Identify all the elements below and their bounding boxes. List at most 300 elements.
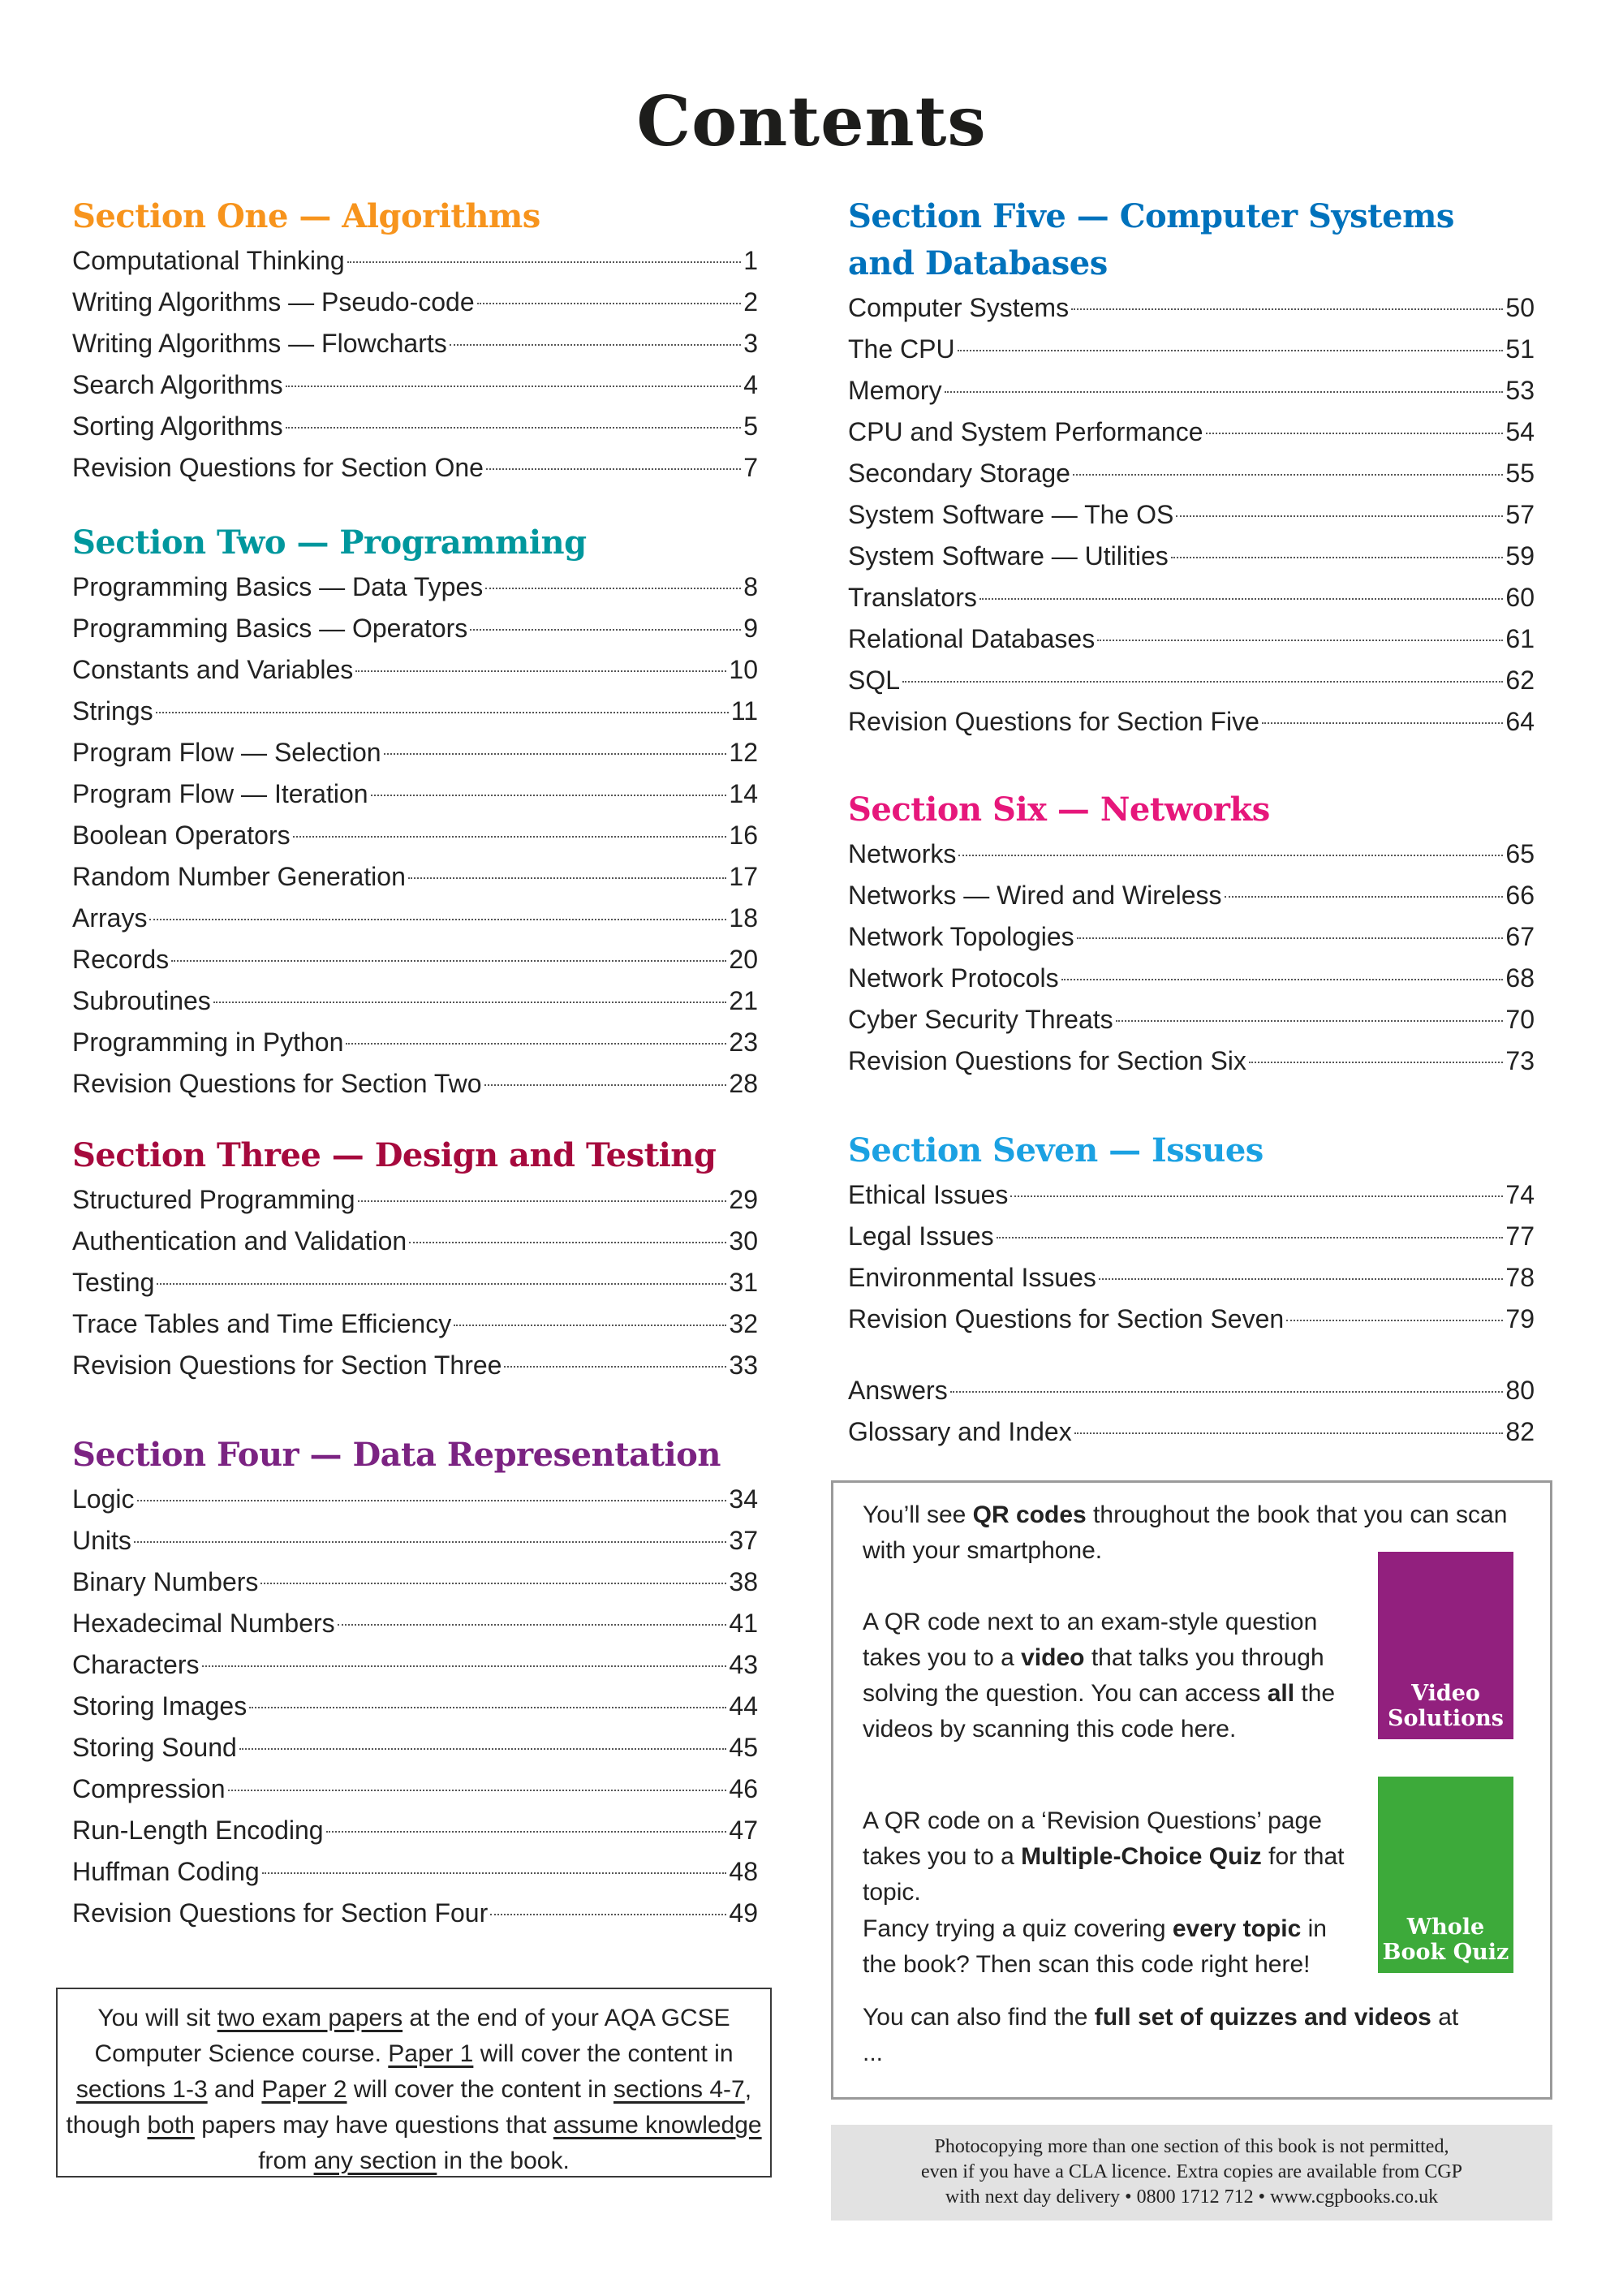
toc-entry[interactable] (72, 364, 758, 406)
toc-entry-page: 73 (1505, 1046, 1535, 1075)
section-heading: Section Seven — Issues (848, 1131, 1264, 1170)
toc-entry-title: Ethical Issues (848, 1180, 1009, 1209)
underlined-text: assume knowledge (553, 2112, 762, 2139)
toc-entry-title: Program Flow — Iteration (72, 779, 368, 808)
toc-entry-page: 67 (1505, 922, 1535, 951)
toc-list (848, 1370, 1535, 1453)
toc-entry-title: Run-Length Encoding (72, 1816, 324, 1845)
toc-entry-page: 51 (1505, 334, 1535, 364)
text-run: You will sit (97, 2005, 217, 2031)
toc-entry-page: 57 (1505, 500, 1535, 529)
toc-entry-page: 43 (729, 1650, 758, 1679)
video-tile-line2: Solutions (1388, 1706, 1504, 1731)
toc-entry-page: 50 (1505, 293, 1535, 322)
toc-entry-page: 82 (1505, 1417, 1535, 1446)
dot-leader (1225, 896, 1504, 898)
dot-leader (1061, 979, 1504, 980)
dot-leader (470, 629, 741, 631)
toc-entry-title: Arrays (72, 903, 148, 933)
toc-entry[interactable] (848, 329, 1535, 370)
toc-list (72, 1179, 758, 1386)
dot-leader (454, 1325, 726, 1326)
toc-entry[interactable] (72, 1221, 758, 1262)
toc-entry-page: 78 (1505, 1263, 1535, 1292)
text-run: that talks you through solving the question. You can access (863, 1644, 1324, 1707)
toc-entry-title: Compression (72, 1774, 226, 1803)
dot-leader (346, 1043, 726, 1045)
toc-entry-title: Programming in Python (72, 1027, 344, 1057)
qr-quiz-text-2 (863, 1911, 1366, 1983)
text-run: A QR code on a ‘Revision Questions’ page takes you to a (863, 1807, 1322, 1870)
bold-text: video (1021, 1644, 1085, 1671)
dot-leader (1176, 515, 1503, 517)
toc-entry-title: Logic (72, 1484, 135, 1514)
toc-entry-title: Structured Programming (72, 1185, 355, 1214)
dot-leader (213, 1002, 727, 1003)
toc-entry[interactable] (72, 939, 758, 980)
dot-leader (1249, 1062, 1504, 1063)
toc-entry-title: Random Number Generation (72, 862, 406, 891)
dot-leader (1171, 557, 1504, 558)
text-run: for that topic. (863, 1843, 1345, 1906)
toc-entry[interactable] (848, 287, 1535, 329)
toc-entry-title: Program Flow — Selection (72, 738, 381, 767)
toc-entry-title: Testing (72, 1268, 155, 1297)
toc-entry-page: 66 (1505, 881, 1535, 910)
toc-entry[interactable] (72, 608, 758, 649)
text-run: Fancy trying a quiz covering (863, 1915, 1173, 1942)
toc-entry[interactable] (848, 999, 1535, 1040)
toc-entry[interactable] (72, 732, 758, 773)
section-heading: Section Three — Design and Testing (72, 1136, 717, 1174)
footer-line-3: with next day delivery • 0800 1712 712 • www.cgpbooks.co.uk (945, 2186, 1439, 2208)
toc-entry-title: Binary Numbers (72, 1567, 259, 1596)
toc-entry-title: Environmental Issues (848, 1263, 1096, 1292)
toc-entry-page: 14 (729, 779, 758, 808)
toc-entry[interactable] (72, 1345, 758, 1386)
toc-entry[interactable] (848, 1370, 1535, 1411)
underlined-text: Paper 1 (388, 2040, 474, 2067)
toc-entry-page: 74 (1505, 1180, 1535, 1209)
toc-entry-title: System Software — The OS (848, 500, 1174, 529)
bold-text: QR codes (972, 1501, 1087, 1528)
toc-list (72, 1479, 758, 1934)
dot-leader (1010, 1195, 1503, 1197)
toc-entry-page: 12 (729, 738, 758, 767)
toc-entry[interactable] (848, 577, 1535, 618)
toc-entry-title: Characters (72, 1650, 200, 1679)
toc-entry-title: Authentication and Validation (72, 1226, 407, 1256)
toc-entry-page: 60 (1505, 583, 1535, 612)
dot-leader (1071, 308, 1503, 310)
toc-list (72, 240, 758, 489)
toc-entry-title: Writing Algorithms — Flowcharts (72, 329, 447, 358)
dot-leader (958, 855, 1503, 856)
dot-leader (1074, 1432, 1504, 1434)
dot-leader (504, 1366, 726, 1368)
toc-entry-title: Revision Questions for Section One (72, 453, 484, 482)
toc-entry[interactable] (72, 649, 758, 691)
dot-leader (338, 1624, 727, 1626)
toc-entry-title: Cyber Security Threats (848, 1005, 1113, 1034)
text-run: at the end of your AQA GCSE Computer Science course. (94, 2005, 730, 2067)
dot-leader (355, 670, 726, 672)
toc-entry-title: Computational Thinking (72, 246, 345, 275)
qr-code-info-box (831, 1480, 1552, 2100)
toc-list (72, 566, 758, 1105)
section-heading: Section Two — Programming (72, 523, 587, 562)
toc-entry-title: Revision Questions for Section Five (848, 707, 1259, 736)
dot-leader (486, 468, 741, 470)
toc-entry-page: 32 (729, 1309, 758, 1338)
dot-leader (485, 588, 741, 589)
toc-entry[interactable] (72, 1851, 758, 1893)
section-heading-line2: and Databases (848, 244, 1108, 282)
dot-leader (171, 960, 726, 962)
toc-entry-page: 17 (729, 862, 758, 891)
toc-entry-page: 1 (743, 246, 758, 275)
toc-entry[interactable] (848, 536, 1535, 577)
toc-entry-page: 54 (1505, 417, 1535, 446)
section-six (848, 786, 1535, 1082)
underlined-text: two exam papers (217, 2005, 403, 2031)
toc-entry-page: 46 (729, 1774, 758, 1803)
toc-entry[interactable] (72, 566, 758, 608)
dot-leader (484, 1084, 727, 1086)
toc-entry-title: Translators (848, 583, 977, 612)
dot-leader (157, 1283, 726, 1285)
section-one (72, 193, 758, 489)
text-run: the videos by scanning this code here. (863, 1680, 1336, 1742)
toc-entry[interactable] (72, 856, 758, 898)
text-run: in the book? Then scan this code right here! (863, 1915, 1327, 1978)
qr-outro-text (863, 2000, 1479, 2071)
toc-entry-title: Answers (848, 1376, 948, 1405)
text-run: and (207, 2076, 262, 2103)
section-heading: Section Four — Data Representation (72, 1436, 721, 1474)
toc-entry-title: Subroutines (72, 986, 211, 1015)
toc-entry-title: Sorting Algorithms (72, 411, 283, 441)
dot-leader (409, 1242, 726, 1243)
toc-entry-title: Revision Questions for Section Seven (848, 1304, 1285, 1333)
photocopying-notice (831, 2125, 1552, 2221)
toc-entry-title: The CPU (848, 334, 955, 364)
footer-line-2: even if you have a CLA licence. Extra copies are available from CGP (920, 2161, 1463, 2182)
quiz-tile-line2: Book Quiz (1382, 1940, 1509, 1965)
dot-leader (408, 877, 727, 879)
toc-entry[interactable] (72, 1022, 758, 1063)
section-seven (848, 1127, 1535, 1340)
underlined-text: any section (313, 2147, 437, 2174)
text-run: in the book. (437, 2147, 570, 2174)
text-run: will cover the content in (473, 2040, 734, 2067)
toc-entry[interactable] (72, 1562, 758, 1603)
toc-entry-title: Units (72, 1526, 131, 1555)
toc-entry-page: 4 (743, 370, 758, 399)
toc-entry[interactable] (72, 1603, 758, 1644)
toc-entry-title: Programming Basics — Data Types (72, 572, 484, 601)
text-run: throughout the book that you can scan with your smartphone. (863, 1501, 1508, 1564)
dot-leader (260, 1583, 726, 1584)
toc-entry[interactable] (72, 815, 758, 856)
text-run: You’ll see (863, 1501, 973, 1528)
toc-entry-title: Hexadecimal Numbers (72, 1609, 335, 1638)
section-five (848, 193, 1535, 743)
video-solutions-qr[interactable] (1378, 1552, 1513, 1739)
toc-entry[interactable] (72, 1686, 758, 1727)
toc-entry[interactable] (72, 282, 758, 323)
toc-entry-title: Legal Issues (848, 1221, 994, 1251)
dot-leader (228, 1790, 727, 1791)
toc-list (848, 287, 1535, 743)
toc-entry-page: 9 (743, 614, 758, 643)
toc-entry[interactable] (848, 1216, 1535, 1257)
text-run: papers may have questions that (194, 2112, 553, 2139)
toc-entry-page: 8 (743, 572, 758, 601)
toc-entry-title: Huffman Coding (72, 1857, 260, 1886)
toc-entry-title: Strings (72, 696, 153, 726)
toc-entry-page: 10 (729, 655, 758, 684)
section-two (72, 519, 758, 1105)
toc-entry-page: 7 (743, 453, 758, 482)
dot-leader (134, 1541, 727, 1543)
toc-entry[interactable] (848, 494, 1535, 536)
dot-leader (137, 1500, 727, 1501)
toc-entry-page: 28 (729, 1069, 758, 1098)
toc-entry[interactable] (848, 1411, 1535, 1453)
toc-entry-title: Trace Tables and Time Efficiency (72, 1309, 452, 1338)
text-run: will cover the content in (347, 2076, 613, 2103)
whole-book-quiz-qr[interactable] (1378, 1777, 1513, 1973)
toc-entry-page: 47 (729, 1816, 758, 1845)
toc-entry-page: 41 (729, 1609, 758, 1638)
text-run: at ... (863, 2004, 1459, 2066)
toc-entry-page: 33 (729, 1350, 758, 1380)
toc-entry-title: Network Topologies (848, 922, 1074, 951)
toc-entry[interactable] (72, 980, 758, 1022)
section-four (72, 1432, 758, 1934)
toc-entry-title: Network Protocols (848, 963, 1059, 993)
toc-entry-title: CPU and System Performance (848, 417, 1203, 446)
toc-entry-page: 16 (729, 821, 758, 850)
toc-entry-page: 38 (729, 1567, 758, 1596)
toc-entry-title: Programming Basics — Operators (72, 614, 468, 643)
toc-entry-page: 23 (729, 1027, 758, 1057)
toc-entry-title: Revision Questions for Section Three (72, 1350, 502, 1380)
toc-entry[interactable] (72, 1520, 758, 1562)
dot-leader (1286, 1320, 1503, 1321)
bold-text: full set of quizzes and videos (1094, 2004, 1431, 2031)
dot-leader (1077, 937, 1504, 939)
dot-leader (202, 1665, 727, 1667)
toc-entry-page: 80 (1505, 1376, 1535, 1405)
toc-entry-page: 21 (729, 986, 758, 1015)
bold-text: every topic (1172, 1915, 1302, 1942)
toc-entry-title: Memory (848, 376, 942, 405)
toc-entry-title: Boolean Operators (72, 821, 291, 850)
toc-entry[interactable] (72, 1727, 758, 1768)
text-run: from (258, 2147, 314, 2174)
toc-entry[interactable] (72, 691, 758, 732)
toc-entry-page: 62 (1505, 666, 1535, 695)
toc-entry-title: Computer Systems (848, 293, 1070, 322)
video-tile-line1: Video (1411, 1681, 1480, 1706)
toc-entry-page: 49 (729, 1898, 758, 1928)
dot-leader (997, 1237, 1504, 1238)
toc-entry[interactable] (848, 1257, 1535, 1299)
toc-entry[interactable] (72, 1768, 758, 1810)
toc-entry[interactable] (72, 1893, 758, 1934)
toc-entry[interactable] (72, 406, 758, 447)
toc-entry-page: 5 (743, 411, 758, 441)
toc-entry-page: 20 (729, 945, 758, 974)
toc-entry[interactable] (848, 1299, 1535, 1340)
toc-entry-page: 64 (1505, 707, 1535, 736)
dot-leader (358, 1200, 727, 1202)
dot-leader (945, 391, 1504, 393)
toc-entry[interactable] (848, 958, 1535, 999)
toc-list (848, 1174, 1535, 1340)
toc-entry[interactable] (72, 773, 758, 815)
dot-leader (347, 261, 742, 263)
dot-leader (950, 1391, 1504, 1393)
dot-leader (262, 1872, 727, 1874)
toc-entry-title: Glossary and Index (848, 1417, 1072, 1446)
toc-entry-page: 18 (729, 903, 758, 933)
toc-entry-page: 61 (1505, 624, 1535, 653)
toc-entry-title: Secondary Storage (848, 459, 1070, 488)
dot-leader (1116, 1020, 1504, 1022)
toc-entry-page: 45 (729, 1733, 758, 1762)
toc-entry-title: System Software — Utilities (848, 541, 1169, 571)
toc-entry-page: 48 (729, 1857, 758, 1886)
dot-leader (1262, 722, 1504, 724)
underlined-text: sections 1-3 (75, 2076, 208, 2103)
underlined-text: sections 4-7 (613, 2076, 745, 2103)
toc-entry[interactable] (848, 660, 1535, 701)
toc-entry[interactable] (848, 411, 1535, 453)
dot-leader (249, 1707, 726, 1708)
section-heading: Section Five — Computer Systems (848, 197, 1454, 235)
text-run: You can also find the (863, 2004, 1095, 2031)
toc-entry-page: 44 (729, 1691, 758, 1721)
toc-entry[interactable] (72, 1063, 758, 1105)
toc-entry[interactable] (848, 618, 1535, 660)
toc-entry[interactable] (848, 370, 1535, 411)
toc-entry[interactable] (848, 916, 1535, 958)
dot-leader (450, 344, 741, 346)
toc-entry-page: 68 (1505, 963, 1535, 993)
toc-entry-title: SQL (848, 666, 901, 695)
dot-leader (149, 919, 726, 920)
underlined-text: both (147, 2112, 195, 2139)
dot-leader (1099, 1278, 1503, 1280)
section-heading: Section Six — Networks (848, 790, 1270, 829)
toc-entry[interactable] (72, 898, 758, 939)
toc-entry-page: 3 (743, 329, 758, 358)
toc-entry-title: Constants and Variables (72, 655, 354, 684)
toc-entry[interactable] (72, 1644, 758, 1686)
toc-entry[interactable] (72, 1479, 758, 1520)
toc-entry[interactable] (848, 1174, 1535, 1216)
bold-text: Multiple-Choice Quiz (1021, 1843, 1262, 1870)
exam-papers-note-text (58, 2001, 770, 2179)
dot-leader (371, 795, 727, 796)
page-title: Contents (636, 81, 987, 162)
toc-entry-title: Relational Databases (848, 624, 1096, 653)
text-run: A QR code next to an exam-style question takes you to a (863, 1609, 1318, 1671)
toc-entry-title: Networks (848, 839, 957, 868)
toc-entry-title: Networks — Wired and Wireless (848, 881, 1222, 910)
quiz-tile-line1: Whole (1406, 1915, 1485, 1940)
dot-leader (286, 427, 742, 429)
dot-leader (384, 753, 727, 755)
toc-entry-title: Records (72, 945, 170, 974)
toc-entry-title: Revision Questions for Section Four (72, 1898, 489, 1928)
dot-leader (156, 712, 729, 713)
toc-entry-title: Revision Questions for Section Six (848, 1046, 1246, 1075)
toc-entry-page: 11 (730, 696, 758, 726)
toc-entry-page: 79 (1505, 1304, 1535, 1333)
toc-entry[interactable] (848, 834, 1535, 875)
toc-entry[interactable] (848, 701, 1535, 743)
toc-entry-title: Storing Images (72, 1691, 248, 1721)
dot-leader (958, 350, 1504, 351)
dot-leader (490, 1914, 726, 1915)
dot-leader (286, 386, 742, 387)
exam-papers-note (56, 1988, 772, 2178)
dot-leader (979, 598, 1504, 600)
toc-entry[interactable] (848, 1040, 1535, 1082)
bold-text: all (1267, 1680, 1295, 1707)
toc-entry-page: 70 (1505, 1005, 1535, 1034)
qr-video-text (863, 1605, 1366, 1747)
toc-entry[interactable] (72, 1262, 758, 1303)
toc-entry-title: Revision Questions for Section Two (72, 1069, 482, 1098)
toc-entry-title: Storing Sound (72, 1733, 237, 1762)
dot-leader (239, 1748, 727, 1750)
footer-line-1: Photocopying more than one section of this book is not permitted, (934, 2136, 1449, 2157)
dot-leader (902, 681, 1503, 683)
toc-entry-page: 29 (729, 1185, 758, 1214)
toc-entry[interactable] (72, 240, 758, 282)
toc-entry[interactable] (848, 875, 1535, 916)
toc-entry[interactable] (72, 1303, 758, 1345)
qr-quiz-text-1 (863, 1803, 1366, 1910)
toc-entry[interactable] (72, 447, 758, 489)
toc-list (848, 834, 1535, 1082)
underlined-text: Paper 2 (261, 2076, 347, 2103)
toc-entry-page: 2 (743, 287, 758, 317)
dot-leader (1097, 640, 1503, 641)
toc-entry[interactable] (72, 1810, 758, 1851)
dot-leader (1073, 474, 1503, 476)
toc-entry-title: Writing Algorithms — Pseudo-code (72, 287, 475, 317)
toc-entry-page: 37 (729, 1526, 758, 1555)
dot-leader (1206, 433, 1504, 434)
toc-entry-page: 59 (1505, 541, 1535, 571)
dot-leader (293, 836, 727, 838)
toc-entry-page: 55 (1505, 459, 1535, 488)
back-matter (848, 1370, 1535, 1453)
toc-entry-page: 34 (729, 1484, 758, 1514)
toc-entry[interactable] (72, 323, 758, 364)
toc-entry-page: 31 (729, 1268, 758, 1297)
toc-entry[interactable] (72, 1179, 758, 1221)
section-heading: Section One — Algorithms (72, 197, 540, 235)
section-three (72, 1132, 758, 1386)
toc-entry[interactable] (848, 453, 1535, 494)
